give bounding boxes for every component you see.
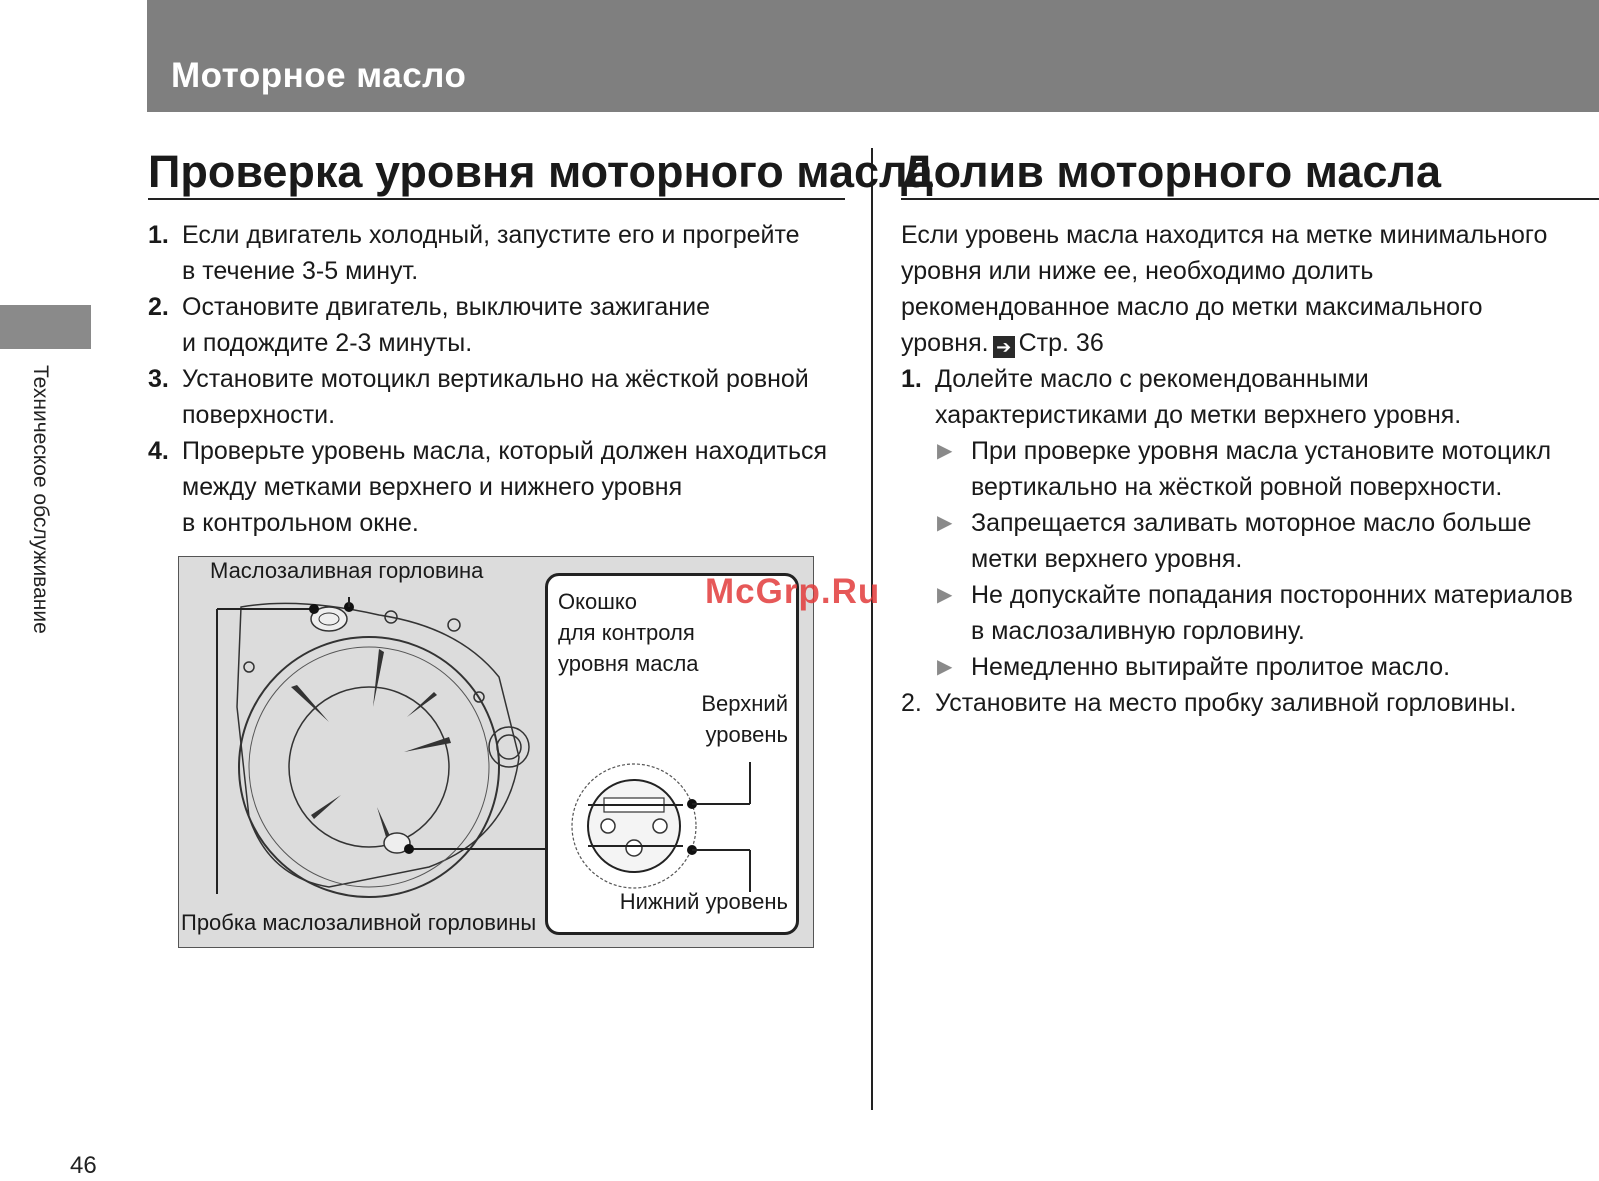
filler-cap-label: Пробка маслозаливной горловины — [181, 910, 537, 935]
intro-text: Если уровень масла находится на метке минимального уровня или ниже ее, необходимо долить рекомендованное масло до метки максимального уровня. — [901, 221, 1548, 357]
triangle-bullet-icon: ▶ — [937, 512, 953, 534]
triangle-bullet-icon: ▶ — [937, 656, 953, 678]
right-title-rule — [901, 198, 1599, 200]
list-item — [148, 433, 848, 541]
list-item — [148, 361, 848, 433]
list-item — [935, 577, 1591, 649]
side-tab — [0, 305, 91, 349]
caution-bullets — [935, 433, 1591, 685]
left-title-rule — [148, 198, 845, 200]
arrow-right-box-icon: ➔ — [993, 336, 1015, 358]
refill-steps-list — [901, 361, 1591, 721]
step-text: Проверьте уровень масла, который должен находиться между метками верхнего и нижнего уровня в контрольном окне. — [182, 437, 828, 537]
bullet-text: При проверке уровня масла установите мотоцикл вертикально на жёсткой ровной поверхности. — [971, 437, 1552, 501]
bullet-text: Немедленно вытирайте пролитое масло. — [971, 653, 1451, 681]
lower-level-label: Нижний уровень — [619, 889, 788, 914]
step-number: 1. — [901, 365, 922, 393]
header-title: Моторное масло — [171, 56, 467, 95]
step-text: Установите на место пробку заливной горловины. — [935, 689, 1517, 717]
triangle-bullet-icon: ▶ — [937, 440, 953, 462]
filler-neck-label: Маслозаливная горловина — [210, 558, 484, 583]
list-item — [935, 649, 1591, 685]
step-number: 3. — [148, 365, 169, 393]
list-item — [148, 289, 848, 361]
step-number: 1. — [148, 221, 169, 249]
engine-oil-figure — [178, 556, 814, 948]
list-item — [901, 361, 1591, 433]
list-item — [935, 505, 1591, 577]
list-item — [935, 433, 1591, 505]
list-item — [148, 217, 848, 289]
step-text: Установите мотоцикл вертикально на жёсткой ровной поверхности. — [182, 365, 809, 429]
column-divider — [871, 148, 873, 1110]
check-steps-list — [148, 217, 848, 541]
step-number: 2. — [901, 689, 922, 717]
step-text: Остановите двигатель, выключите зажигание и подождите 2-3 минуты. — [182, 293, 710, 357]
right-section-title: Долив моторного масла — [901, 146, 1442, 197]
upper-level-label: Верхний уровень — [701, 691, 788, 747]
refill-intro — [901, 217, 1581, 361]
bullet-text: Не допускайте попадания посторонних материалов в маслозаливную горловину. — [971, 581, 1573, 645]
step-text: Долейте масло с рекомендованными характеристиками до метки верхнего уровня. — [935, 365, 1462, 429]
step-number: 2. — [148, 293, 169, 321]
side-section-label: Техническое обслуживание — [29, 365, 52, 634]
step-text: Если двигатель холодный, запустите его и прогрейте в течение 3-5 минут. — [182, 221, 800, 285]
triangle-bullet-icon: ▶ — [937, 584, 953, 606]
page-number: 46 — [70, 1152, 97, 1179]
page-reference-link[interactable]: Стр. 36 — [1018, 329, 1104, 357]
watermark-logo: McGrp.Ru — [705, 572, 881, 611]
window-label: Окошко для контроля уровня масла — [558, 589, 699, 676]
step-number: 4. — [148, 437, 169, 465]
header-bar — [147, 0, 1599, 112]
bullet-text: Запрещается заливать моторное масло больше метки верхнего уровня. — [971, 509, 1532, 573]
list-item — [901, 685, 1591, 721]
left-section-title: Проверка уровня моторного масла — [148, 146, 933, 197]
oil-window-inset — [545, 573, 799, 935]
